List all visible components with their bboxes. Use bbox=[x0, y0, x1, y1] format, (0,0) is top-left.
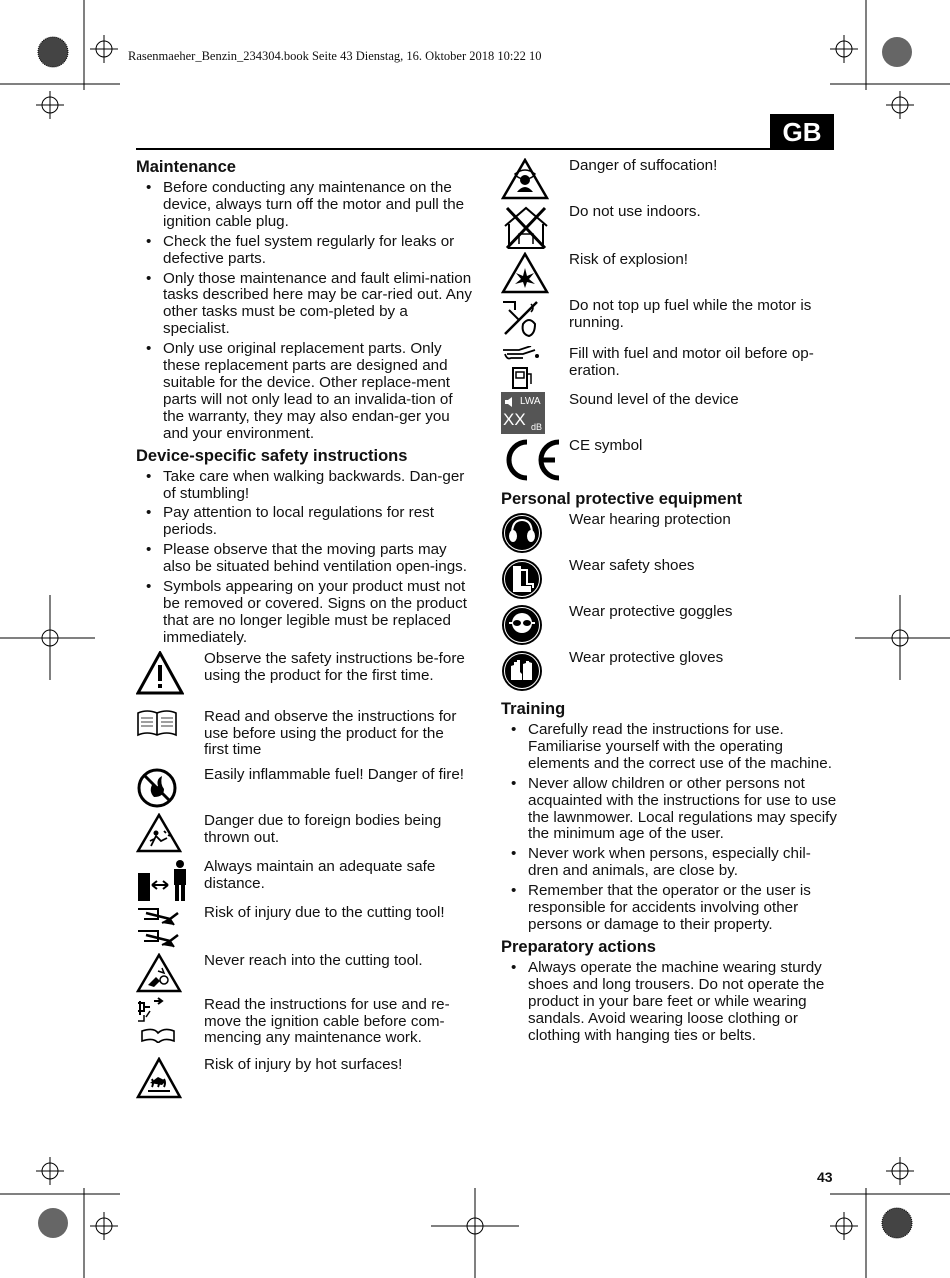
list-item: • Symbols appearing on your product must not be removed or covered. Signs on the product that are no longer legible must be replaced immediately. bbox=[136, 579, 472, 647]
symbol-row bbox=[501, 438, 837, 486]
left-column bbox=[136, 158, 472, 1105]
symbol-text: Danger of suffocation! bbox=[569, 157, 718, 174]
symbol-text: Do not top up fuel while the motor is running. bbox=[569, 297, 812, 331]
no-refuel-running-icon bbox=[501, 298, 569, 340]
symbol-row bbox=[136, 997, 472, 1057]
list-item: • Only those maintenance and fault elimi-nation tasks described here may be car-ried out. Any other tasks must be com-pleted by a specialist. bbox=[136, 271, 472, 339]
symbol-text: Risk of injury due to the cutting tool! bbox=[204, 903, 445, 921]
symbol-text: Observe the safety instructions be-fore using the product for the first time. bbox=[204, 649, 465, 684]
symbol-row bbox=[501, 298, 837, 346]
symbol-text: Risk of explosion! bbox=[569, 251, 689, 268]
symbol-text: Wear protective gloves bbox=[569, 649, 724, 666]
symbol-text: Always maintain an adequate safe distance. bbox=[204, 857, 436, 892]
goggles-icon bbox=[501, 604, 569, 646]
page-number: 43 bbox=[817, 1169, 833, 1185]
no-indoors-icon bbox=[501, 204, 569, 250]
list-item: • Never allow children or other persons not acquainted with the instructions for use to use the lawnmower. Local regulations may specify the minimum age of the user. bbox=[501, 776, 837, 844]
symbol-row bbox=[501, 650, 837, 700]
list-item: • Always operate the machine wearing sturdy shoes and long trousers. Do not operate the product in your bare feet or while wearing sandals. Avoid wearing loose clothing or clothing with hanging ties or belts. bbox=[501, 960, 837, 1045]
header-rule bbox=[136, 148, 834, 150]
no-fire-icon bbox=[136, 767, 204, 809]
gloves-icon bbox=[501, 650, 569, 692]
symbol-text: Wear hearing protection bbox=[569, 511, 731, 528]
list-item: • Only use original replacement parts. Only these replacement parts are designed and suitable for the device. Other replace-ment parts will not only lead to an invalida-tion of the warranty, they may also endan-ger you and your environment. bbox=[136, 341, 472, 442]
symbol-text: Read the instructions for use and re-move the ignition cable before com-mencing any maintenance work. bbox=[204, 995, 450, 1047]
symbol-row bbox=[501, 604, 837, 650]
symbol-row bbox=[501, 346, 837, 392]
hot-surface-icon bbox=[136, 1057, 204, 1099]
list-item: • Never work when persons, especially chil-dren and animals, are close by. bbox=[501, 846, 837, 880]
symbol-text: Sound level of the device bbox=[569, 391, 739, 408]
thrown-objects-icon bbox=[136, 813, 204, 853]
symbol-text: Risk of injury by hot surfaces! bbox=[204, 1055, 403, 1073]
symbol-row bbox=[501, 392, 837, 438]
safe-distance-icon bbox=[136, 859, 204, 903]
sound-label-unit: dB bbox=[531, 422, 543, 432]
fuel-oil-icon bbox=[501, 346, 569, 390]
cutting-tool-injury-icon bbox=[136, 905, 204, 951]
language-tab: GB bbox=[770, 114, 834, 150]
preparatory-list bbox=[501, 960, 837, 1045]
symbol-row bbox=[136, 953, 472, 997]
suffocation-icon bbox=[501, 158, 569, 200]
symbol-row bbox=[501, 204, 837, 252]
symbol-text: Fill with fuel and motor oil before op-eration. bbox=[569, 345, 814, 379]
ppe-heading: Personal protective equipment bbox=[501, 490, 743, 508]
sound-label-top: LWA bbox=[520, 396, 541, 407]
safety-shoes-icon bbox=[501, 558, 569, 600]
symbol-row bbox=[136, 1057, 472, 1105]
unplug-ignition-icon bbox=[136, 997, 204, 1043]
symbol-row bbox=[136, 905, 472, 953]
device-safety-heading: Device-specific safety instructions bbox=[136, 446, 408, 465]
manual-book-icon bbox=[136, 709, 204, 739]
symbol-row bbox=[136, 709, 472, 767]
list-item: • Carefully read the instructions for use. Familiarise yourself with the operating elements and the correct use of the machine. bbox=[501, 722, 837, 773]
symbol-text: Danger due to foreign bodies being thrown out. bbox=[204, 811, 442, 846]
no-reach-icon bbox=[136, 953, 204, 993]
symbol-text: CE symbol bbox=[569, 437, 643, 454]
symbol-text: Read and observe the instructions for use before using the product for the first time bbox=[204, 707, 457, 759]
symbol-row bbox=[136, 813, 472, 859]
symbol-row bbox=[501, 558, 837, 604]
device-safety-list bbox=[136, 469, 472, 647]
file-info-header: Rasenmaeher_Benzin_234304.book Seite 43 Dienstag, 16. Oktober 2018 10:22 10 bbox=[128, 49, 542, 63]
list-item: • Before conducting any maintenance on the device, always turn off the motor and pull the ignition cable plug. bbox=[136, 180, 472, 231]
symbol-row bbox=[501, 512, 837, 558]
symbol-row bbox=[136, 651, 472, 709]
maintenance-list bbox=[136, 180, 472, 443]
list-item: • Remember that the operator or the user is responsible for accidents involving other persons or damage to their property. bbox=[501, 883, 837, 934]
warning-icon bbox=[136, 651, 204, 695]
explosion-icon bbox=[501, 252, 569, 294]
list-item: • Pay attention to local regulations for rest periods. bbox=[136, 505, 472, 539]
symbol-row bbox=[136, 859, 472, 905]
maintenance-heading: Maintenance bbox=[136, 158, 236, 176]
training-heading: Training bbox=[501, 700, 566, 718]
symbol-row bbox=[501, 158, 837, 204]
symbol-row bbox=[136, 767, 472, 813]
right-column bbox=[501, 158, 837, 1048]
preparatory-heading: Preparatory actions bbox=[501, 937, 656, 956]
list-item: • Please observe that the moving parts may also be situated behind ventilation open-ings. bbox=[136, 542, 472, 576]
symbol-text: Easily inflammable fuel! Danger of fire! bbox=[204, 765, 464, 783]
symbol-row bbox=[501, 252, 837, 298]
symbol-text: Wear protective goggles bbox=[569, 603, 733, 620]
training-list bbox=[501, 722, 837, 934]
sound-label-bottom: XX bbox=[503, 410, 526, 429]
list-item: • Take care when walking backwards. Dan-ger of stumbling! bbox=[136, 469, 472, 503]
symbol-text: Never reach into the cutting tool. bbox=[204, 951, 423, 969]
symbol-text: Wear safety shoes bbox=[569, 557, 695, 574]
list-item: • Check the fuel system regularly for leaks or defective parts. bbox=[136, 234, 472, 268]
ce-mark-icon bbox=[501, 438, 569, 482]
sound-level-icon bbox=[501, 392, 569, 434]
hearing-protection-icon bbox=[501, 512, 569, 554]
symbol-text: Do not use indoors. bbox=[569, 203, 701, 220]
